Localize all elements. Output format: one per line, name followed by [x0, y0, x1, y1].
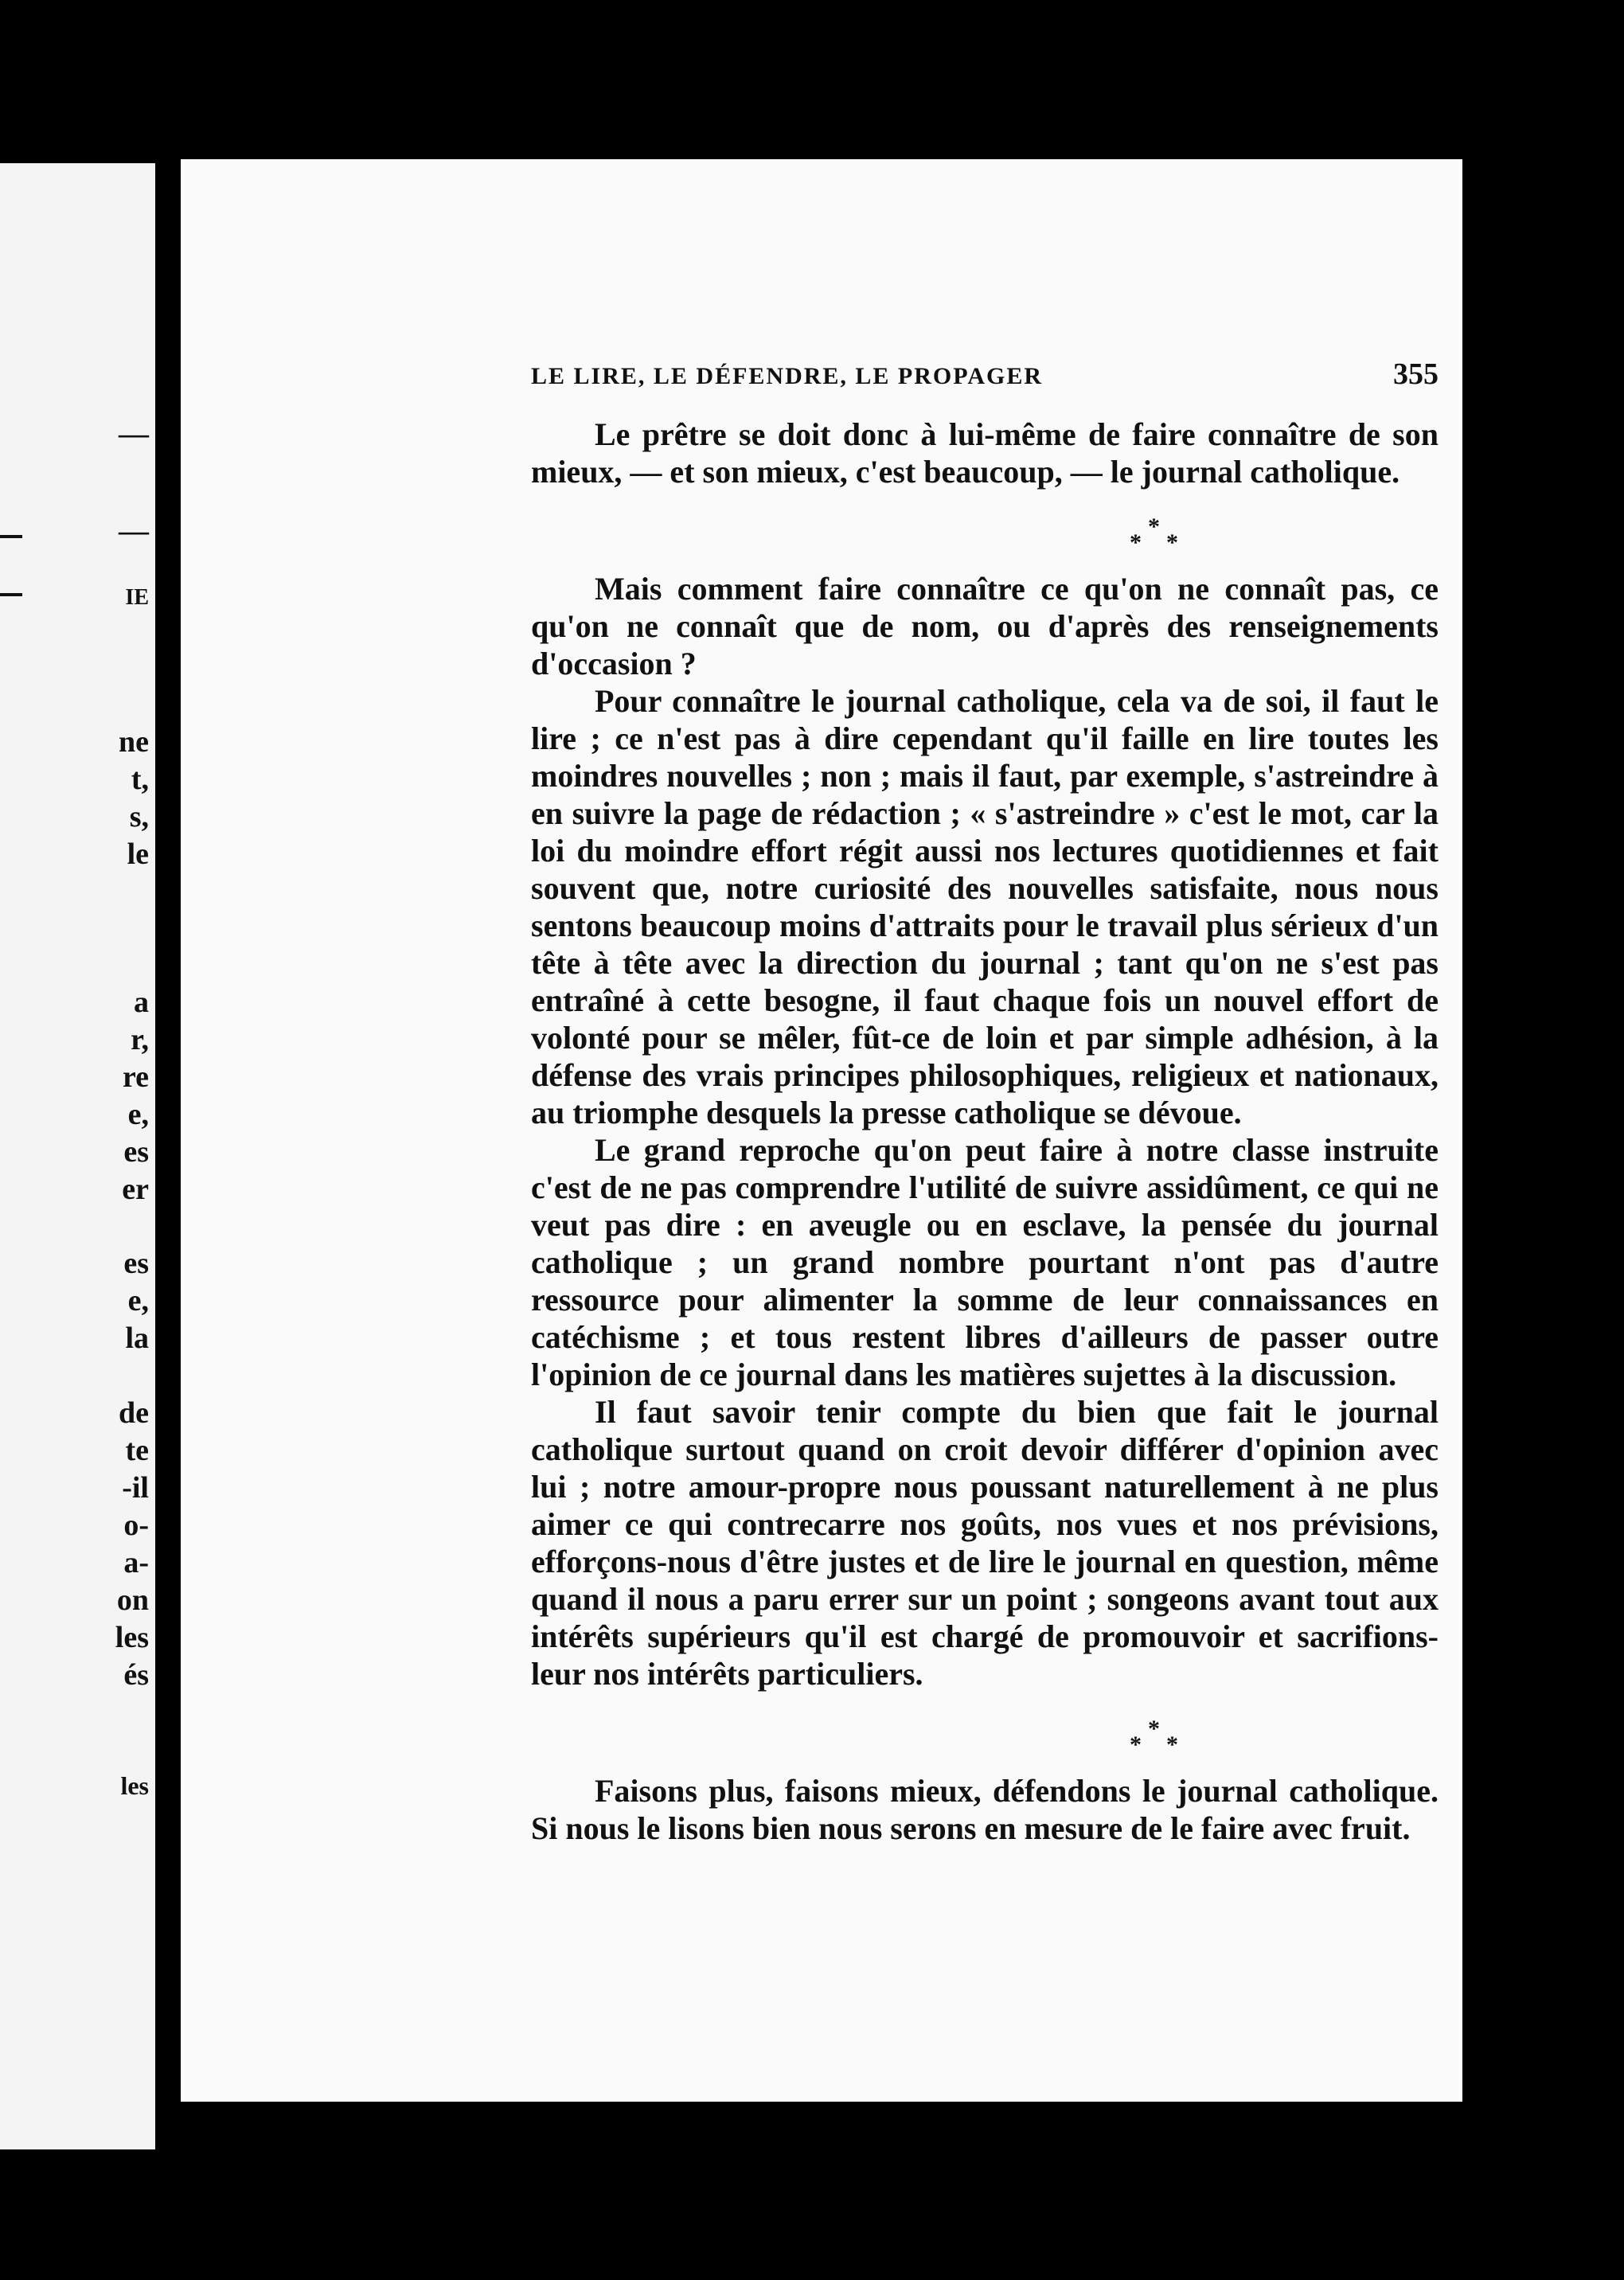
line-fragment: r,	[131, 1023, 149, 1056]
line-fragment: a	[134, 986, 149, 1019]
line-fragment: les	[115, 1621, 149, 1654]
paragraph: Le grand reproche qu'on peut faire à notre classe instruite c'est de ne pas comprendre l'utilité de suivre assidûment, ce qui ne veut pas dire : en aveugle ou en esclave, la pensée du journal catholique ; un grand nombre pourtant n'ont pas d'autre ressource pour alimenter la somme de leur connaissances en catéchisme ; et tous restent libres d'ailleurs de passer outre l'opinion de ce journal dans les matières sujettes à la discussion.	[531, 1132, 1439, 1392]
paragraph: Mais comment faire connaître ce qu'on ne connaît pas, ce qu'on ne connaît que de nom, ou d'après des renseignements d'occasion ?	[531, 571, 1439, 681]
paragraph: Le prêtre se doit donc à lui-même de faire connaître de son mieux, — et son mieux, c'est beaucoup, — le journal catholique.	[531, 416, 1439, 490]
asterisk: *	[1166, 529, 1178, 556]
line-fragment: —	[119, 514, 149, 548]
line-fragment: s,	[129, 800, 149, 834]
line-fragment: e,	[127, 1284, 149, 1318]
body-text	[531, 416, 1439, 1847]
line-fragment: -il	[122, 1471, 149, 1505]
line-fragment: de	[119, 1396, 149, 1430]
asterisk: *	[1130, 1731, 1142, 1758]
book-page	[181, 159, 1462, 2102]
line-fragment: és	[123, 1658, 149, 1692]
line-fragment: les	[120, 1771, 149, 1800]
section-separator	[531, 490, 1439, 570]
page-gutter	[155, 163, 179, 2149]
line-fragment: ne	[119, 725, 149, 759]
line-fragment: re	[122, 1060, 149, 1094]
line-fragment: te	[125, 1434, 149, 1467]
line-fragment: es	[123, 1135, 149, 1169]
rule-mark	[0, 535, 22, 538]
paragraph: Il faut savoir tenir compte du bien que fait le journal catholique surtout quand on croit devoir différer d'opinion avec lui ; notre amour-propre nous poussant naturellement à ne plus aimer ce qui contrecarre nos goûts, nos vues et nos prévisions, efforçons-nous d'être justes et de lire le journal en question, même quand il nous a paru errer sur un point ; songeons avant tout aux intérêts supérieurs qu'il est chargé de promouvoir et sacrifions-leur nos intérêts particuliers.	[531, 1394, 1439, 1692]
line-fragment: on	[116, 1583, 149, 1617]
line-fragment: a-	[123, 1546, 149, 1579]
page-number: 355	[1393, 357, 1439, 391]
previous-page-fragment	[0, 163, 155, 2149]
asterisk: *	[1130, 529, 1142, 556]
paragraph: Pour connaître le journal catholique, cela va de soi, il faut le lire ; ce n'est pas à dire cependant qu'il faille en lire toutes les moindres nouvelles ; non ; mais il faut, par exemple, s'astreindre à en suivre la page de rédaction ; « s'astreindre » c'est le mot, car la loi du moindre effort régit aussi nos lectures quotidiennes et fait souvent que, notre curiosité des nouvelles satisfaite, nous nous sentons beaucoup moins d'attraits pour le travail plus sérieux d'un tête à tête avec la direction du journal ; tant qu'on ne s'est pas entraîné à cette besogne, il faut chaque fois un nouvel effort de volonté pour se mêler, fût-ce de loin et par simple adhésion, à la défense des vrais principes philosophiques, religieux et nationaux, au triomphe desquels la presse catholique se dévoue.	[531, 683, 1439, 1130]
line-fragment: IE	[125, 585, 149, 610]
asterisk: *	[1148, 513, 1160, 540]
running-title: LE LIRE, LE DÉFENDRE, LE PROPAGER	[531, 363, 1044, 389]
line-fragment: la	[125, 1322, 149, 1355]
running-header	[531, 357, 1439, 396]
line-fragment: t,	[131, 763, 149, 796]
rule-mark	[0, 593, 22, 596]
line-fragment: er	[122, 1173, 149, 1206]
line-fragment: —	[119, 417, 149, 451]
line-fragment: le	[127, 837, 149, 871]
asterisk: *	[1166, 1731, 1178, 1758]
paragraph: Faisons plus, faisons mieux, défendons le journal catholique. Si nous le lisons bien nous serons en mesure de le faire avec fruit.	[531, 1773, 1439, 1846]
asterisk: *	[1148, 1716, 1160, 1742]
line-fragment: o-	[123, 1509, 149, 1542]
line-fragment: e,	[127, 1098, 149, 1131]
line-fragment: es	[123, 1247, 149, 1280]
section-separator	[531, 1692, 1439, 1772]
